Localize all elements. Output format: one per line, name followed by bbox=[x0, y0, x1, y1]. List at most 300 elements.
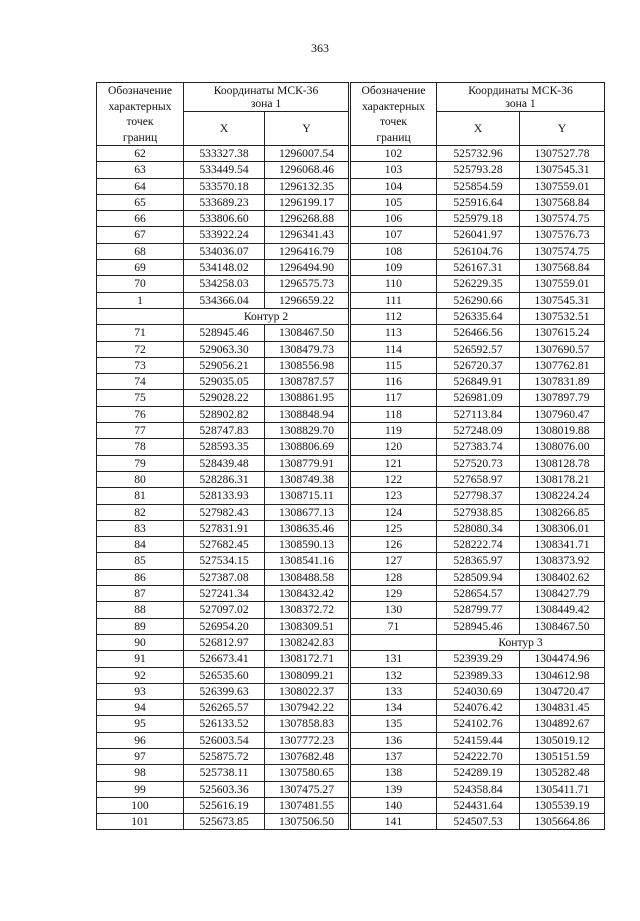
point-id-cell: 133 bbox=[351, 683, 437, 699]
x-coordinate-cell: 527658.97 bbox=[437, 471, 520, 487]
y-coordinate-cell: 1307897.79 bbox=[520, 390, 605, 406]
table-row bbox=[97, 618, 349, 634]
point-id-cell: 117 bbox=[351, 390, 437, 406]
table-row bbox=[351, 765, 605, 781]
y-coordinate-cell: 1308829.70 bbox=[265, 423, 349, 439]
point-id-cell: 140 bbox=[351, 797, 437, 813]
point-id-cell: 120 bbox=[351, 439, 437, 455]
y-coordinate-cell: 1308242.83 bbox=[265, 634, 349, 650]
y-coordinate-cell: 1308590.13 bbox=[265, 537, 349, 553]
x-coordinate-cell: 526133.52 bbox=[184, 716, 265, 732]
y-coordinate-cell: 1305151.59 bbox=[520, 748, 605, 764]
point-id-cell: 80 bbox=[97, 471, 184, 487]
y-coordinate-cell: 1307574.75 bbox=[520, 211, 605, 227]
y-coordinate-cell: 1305019.12 bbox=[520, 732, 605, 748]
x-coordinate-cell: 524431.64 bbox=[437, 797, 520, 813]
x-coordinate-cell: 527248.09 bbox=[437, 423, 520, 439]
y-coordinate-cell: 1308861.95 bbox=[265, 390, 349, 406]
point-id-cell: 82 bbox=[97, 504, 184, 520]
y-coordinate-cell: 1308479.73 bbox=[265, 341, 349, 357]
x-coordinate-cell: 528654.57 bbox=[437, 586, 520, 602]
y-coordinate-cell: 1308432.42 bbox=[265, 586, 349, 602]
table-row bbox=[351, 276, 605, 292]
point-id-cell: 127 bbox=[351, 553, 437, 569]
x-coordinate-cell: 527682.45 bbox=[184, 537, 265, 553]
table-row bbox=[351, 700, 605, 716]
y-coordinate-cell: 1307568.84 bbox=[520, 260, 605, 276]
y-coordinate-cell: 1308787.57 bbox=[265, 374, 349, 390]
point-id-cell: 135 bbox=[351, 716, 437, 732]
x-coordinate-cell: 528286.31 bbox=[184, 471, 265, 487]
x-coordinate-cell: 528747.83 bbox=[184, 423, 265, 439]
x-coordinate-cell: 526335.64 bbox=[437, 308, 520, 324]
point-id-cell: 129 bbox=[351, 586, 437, 602]
y-coordinate-cell: 1308488.58 bbox=[265, 569, 349, 585]
x-coordinate-cell: 525673.85 bbox=[184, 814, 265, 830]
x-coordinate-cell: 527241.34 bbox=[184, 586, 265, 602]
table-row bbox=[351, 243, 605, 259]
point-id-cell: 125 bbox=[351, 520, 437, 536]
x-coordinate-cell: 524507.53 bbox=[437, 814, 520, 830]
point-id-cell: 77 bbox=[97, 423, 184, 439]
y-coordinate-cell: 1308172.71 bbox=[265, 651, 349, 667]
y-coordinate-cell: 1308372.72 bbox=[265, 602, 349, 618]
point-id-cell: 96 bbox=[97, 732, 184, 748]
table-row bbox=[97, 211, 349, 227]
x-coordinate-cell: 526003.54 bbox=[184, 732, 265, 748]
point-id-cell: 90 bbox=[97, 634, 184, 650]
y-coordinate-cell: 1307559.01 bbox=[520, 178, 605, 194]
x-coordinate-cell: 525875.72 bbox=[184, 748, 265, 764]
x-coordinate-cell: 526167.31 bbox=[437, 260, 520, 276]
x-coordinate-cell: 526535.60 bbox=[184, 667, 265, 683]
y-coordinate-cell: 1296575.73 bbox=[265, 276, 349, 292]
point-id-cell: 113 bbox=[351, 325, 437, 341]
table-row bbox=[97, 325, 349, 341]
y-coordinate-cell: 1308779.91 bbox=[265, 455, 349, 471]
header-coordinate-system: Координаты МСК-36 зона 1 bbox=[437, 83, 605, 112]
point-id-cell: 68 bbox=[97, 243, 184, 259]
y-coordinate-cell: 1308309.51 bbox=[265, 618, 349, 634]
point-id-cell: 109 bbox=[351, 260, 437, 276]
point-id-cell: 128 bbox=[351, 569, 437, 585]
table-row bbox=[351, 194, 605, 210]
y-coordinate-cell: 1307506.50 bbox=[265, 814, 349, 830]
x-coordinate-cell: 527982.43 bbox=[184, 504, 265, 520]
coordinates-table-right bbox=[350, 82, 605, 830]
point-id-cell: 139 bbox=[351, 781, 437, 797]
table-row bbox=[351, 732, 605, 748]
y-coordinate-cell: 1296659.22 bbox=[265, 292, 349, 308]
y-coordinate-cell: 1308402.62 bbox=[520, 569, 605, 585]
table-row bbox=[97, 243, 349, 259]
point-id-cell: 108 bbox=[351, 243, 437, 259]
y-coordinate-cell: 1296268.88 bbox=[265, 211, 349, 227]
x-coordinate-cell: 526265.57 bbox=[184, 700, 265, 716]
point-id-cell: 66 bbox=[97, 211, 184, 227]
y-coordinate-cell: 1308341.71 bbox=[520, 537, 605, 553]
y-coordinate-cell: 1308715.11 bbox=[265, 488, 349, 504]
y-coordinate-cell: 1304720.47 bbox=[520, 683, 605, 699]
point-id-cell: 119 bbox=[351, 423, 437, 439]
y-coordinate-cell: 1307527.78 bbox=[520, 146, 605, 162]
x-coordinate-cell: 527534.15 bbox=[184, 553, 265, 569]
table-row bbox=[351, 178, 605, 194]
x-coordinate-cell: 526812.97 bbox=[184, 634, 265, 650]
table-row bbox=[351, 292, 605, 308]
point-id-cell: 75 bbox=[97, 390, 184, 406]
page-number: 363 bbox=[311, 41, 329, 55]
x-coordinate-cell: 528945.46 bbox=[184, 325, 265, 341]
point-id-cell: 103 bbox=[351, 162, 437, 178]
contour-spacer bbox=[351, 634, 437, 650]
point-id-cell: 130 bbox=[351, 602, 437, 618]
contour-label: Контур 2 bbox=[184, 308, 349, 324]
table-row bbox=[97, 423, 349, 439]
y-coordinate-cell: 1304612.98 bbox=[520, 667, 605, 683]
point-id-cell: 93 bbox=[97, 683, 184, 699]
x-coordinate-cell: 527097.02 bbox=[184, 602, 265, 618]
x-coordinate-cell: 524222.70 bbox=[437, 748, 520, 764]
x-coordinate-cell: 526720.37 bbox=[437, 357, 520, 373]
y-coordinate-cell: 1308427.79 bbox=[520, 586, 605, 602]
y-coordinate-cell: 1307545.31 bbox=[520, 162, 605, 178]
y-coordinate-cell: 1308019.88 bbox=[520, 423, 605, 439]
x-coordinate-cell: 527387.08 bbox=[184, 569, 265, 585]
y-coordinate-cell: 1308099.21 bbox=[265, 667, 349, 683]
table-row bbox=[97, 504, 349, 520]
y-coordinate-cell: 1308022.37 bbox=[265, 683, 349, 699]
y-coordinate-cell: 1308266.85 bbox=[520, 504, 605, 520]
point-id-cell: 79 bbox=[97, 455, 184, 471]
table-row bbox=[97, 683, 349, 699]
point-id-cell: 70 bbox=[97, 276, 184, 292]
table-row bbox=[97, 667, 349, 683]
x-coordinate-cell: 528509.94 bbox=[437, 569, 520, 585]
point-id-cell: 91 bbox=[97, 651, 184, 667]
table-row bbox=[351, 341, 605, 357]
table-row bbox=[351, 781, 605, 797]
point-id-cell: 95 bbox=[97, 716, 184, 732]
y-coordinate-cell: 1308848.94 bbox=[265, 406, 349, 422]
table-row bbox=[351, 748, 605, 764]
table-row bbox=[97, 700, 349, 716]
x-coordinate-cell: 527831.91 bbox=[184, 520, 265, 536]
point-id-cell: 62 bbox=[97, 146, 184, 162]
y-coordinate-cell: 1308541.16 bbox=[265, 553, 349, 569]
point-id-cell: 84 bbox=[97, 537, 184, 553]
x-coordinate-cell: 525738.11 bbox=[184, 765, 265, 781]
point-id-cell: 97 bbox=[97, 748, 184, 764]
table-row bbox=[351, 569, 605, 585]
x-coordinate-cell: 529035.05 bbox=[184, 374, 265, 390]
table-row bbox=[351, 651, 605, 667]
y-coordinate-cell: 1308635.46 bbox=[265, 520, 349, 536]
header-y: Y bbox=[520, 112, 605, 146]
header-coordinate-system: Координаты МСК-36 зона 1 bbox=[184, 83, 349, 112]
table-row bbox=[351, 618, 605, 634]
x-coordinate-cell: 527520.73 bbox=[437, 455, 520, 471]
x-coordinate-cell: 529028.22 bbox=[184, 390, 265, 406]
x-coordinate-cell: 533922.24 bbox=[184, 227, 265, 243]
y-coordinate-cell: 1308467.50 bbox=[520, 618, 605, 634]
point-id-cell: 98 bbox=[97, 765, 184, 781]
y-coordinate-cell: 1307568.84 bbox=[520, 194, 605, 210]
x-coordinate-cell: 526954.20 bbox=[184, 618, 265, 634]
point-id-cell: 94 bbox=[97, 700, 184, 716]
y-coordinate-cell: 1308449.42 bbox=[520, 602, 605, 618]
y-coordinate-cell: 1307532.51 bbox=[520, 308, 605, 324]
table-row bbox=[351, 406, 605, 422]
x-coordinate-cell: 524076.42 bbox=[437, 700, 520, 716]
x-coordinate-cell: 528799.77 bbox=[437, 602, 520, 618]
table-row bbox=[351, 504, 605, 520]
x-coordinate-cell: 525979.18 bbox=[437, 211, 520, 227]
table-row bbox=[97, 178, 349, 194]
point-id-cell: 1 bbox=[97, 292, 184, 308]
point-id-cell: 89 bbox=[97, 618, 184, 634]
point-id-cell: 99 bbox=[97, 781, 184, 797]
table-row bbox=[97, 194, 349, 210]
y-coordinate-cell: 1307574.75 bbox=[520, 243, 605, 259]
x-coordinate-cell: 525854.59 bbox=[437, 178, 520, 194]
table-row bbox=[97, 488, 349, 504]
x-coordinate-cell: 534036.07 bbox=[184, 243, 265, 259]
x-coordinate-cell: 528133.93 bbox=[184, 488, 265, 504]
x-coordinate-cell: 534148.02 bbox=[184, 260, 265, 276]
point-id-cell: 65 bbox=[97, 194, 184, 210]
y-coordinate-cell: 1307831.89 bbox=[520, 374, 605, 390]
x-coordinate-cell: 523939.29 bbox=[437, 651, 520, 667]
table-row bbox=[351, 325, 605, 341]
point-id-cell: 116 bbox=[351, 374, 437, 390]
x-coordinate-cell: 526466.56 bbox=[437, 325, 520, 341]
table-row bbox=[351, 520, 605, 536]
point-id-cell: 87 bbox=[97, 586, 184, 602]
table-row bbox=[351, 814, 605, 830]
y-coordinate-cell: 1308806.69 bbox=[265, 439, 349, 455]
x-coordinate-cell: 526981.09 bbox=[437, 390, 520, 406]
point-id-cell: 78 bbox=[97, 439, 184, 455]
y-coordinate-cell: 1307559.01 bbox=[520, 276, 605, 292]
x-coordinate-cell: 526849.91 bbox=[437, 374, 520, 390]
y-coordinate-cell: 1308467.50 bbox=[265, 325, 349, 341]
table-row bbox=[351, 146, 605, 162]
table-row bbox=[351, 439, 605, 455]
x-coordinate-cell: 524358.84 bbox=[437, 781, 520, 797]
x-coordinate-cell: 523989.33 bbox=[437, 667, 520, 683]
header-point-designation: Обозначение характерных точек границ bbox=[97, 83, 184, 146]
point-id-cell: 115 bbox=[351, 357, 437, 373]
y-coordinate-cell: 1296341.43 bbox=[265, 227, 349, 243]
y-coordinate-cell: 1296132.35 bbox=[265, 178, 349, 194]
point-id-cell: 141 bbox=[351, 814, 437, 830]
point-id-cell: 137 bbox=[351, 748, 437, 764]
y-coordinate-cell: 1307960.47 bbox=[520, 406, 605, 422]
x-coordinate-cell: 528593.35 bbox=[184, 439, 265, 455]
point-id-cell: 101 bbox=[97, 814, 184, 830]
table-row bbox=[351, 716, 605, 732]
x-coordinate-cell: 527938.85 bbox=[437, 504, 520, 520]
contour-label: Контур 3 bbox=[437, 634, 605, 650]
coordinates-table-left bbox=[96, 82, 349, 830]
point-id-cell: 110 bbox=[351, 276, 437, 292]
point-id-cell: 107 bbox=[351, 227, 437, 243]
point-id-cell: 132 bbox=[351, 667, 437, 683]
table-row bbox=[97, 651, 349, 667]
table-row bbox=[351, 602, 605, 618]
table-row bbox=[97, 162, 349, 178]
y-coordinate-cell: 1304474.96 bbox=[520, 651, 605, 667]
table-row bbox=[351, 260, 605, 276]
x-coordinate-cell: 528902.82 bbox=[184, 406, 265, 422]
y-coordinate-cell: 1308556.98 bbox=[265, 357, 349, 373]
point-id-cell: 104 bbox=[351, 178, 437, 194]
x-coordinate-cell: 533689.23 bbox=[184, 194, 265, 210]
y-coordinate-cell: 1307580.65 bbox=[265, 765, 349, 781]
table-row bbox=[97, 406, 349, 422]
y-coordinate-cell: 1308224.24 bbox=[520, 488, 605, 504]
x-coordinate-cell: 534366.04 bbox=[184, 292, 265, 308]
y-coordinate-cell: 1307481.55 bbox=[265, 797, 349, 813]
y-coordinate-cell: 1308749.38 bbox=[265, 471, 349, 487]
table-row bbox=[351, 471, 605, 487]
point-id-cell: 64 bbox=[97, 178, 184, 194]
y-coordinate-cell: 1307762.81 bbox=[520, 357, 605, 373]
point-id-cell: 81 bbox=[97, 488, 184, 504]
x-coordinate-cell: 527113.84 bbox=[437, 406, 520, 422]
point-id-cell: 73 bbox=[97, 357, 184, 373]
point-id-cell: 105 bbox=[351, 194, 437, 210]
x-coordinate-cell: 525616.19 bbox=[184, 797, 265, 813]
y-coordinate-cell: 1304892.67 bbox=[520, 716, 605, 732]
x-coordinate-cell: 524030.69 bbox=[437, 683, 520, 699]
table-row bbox=[97, 390, 349, 406]
point-id-cell: 92 bbox=[97, 667, 184, 683]
contour-spacer bbox=[97, 308, 184, 324]
x-coordinate-cell: 525603.36 bbox=[184, 781, 265, 797]
table-row bbox=[97, 341, 349, 357]
table-row bbox=[97, 602, 349, 618]
y-coordinate-cell: 1307858.83 bbox=[265, 716, 349, 732]
table-row bbox=[97, 569, 349, 585]
point-id-cell: 74 bbox=[97, 374, 184, 390]
point-id-cell: 106 bbox=[351, 211, 437, 227]
table-row bbox=[97, 374, 349, 390]
y-coordinate-cell: 1307682.48 bbox=[265, 748, 349, 764]
x-coordinate-cell: 527798.37 bbox=[437, 488, 520, 504]
table-row bbox=[97, 227, 349, 243]
point-id-cell: 72 bbox=[97, 341, 184, 357]
x-coordinate-cell: 529056.21 bbox=[184, 357, 265, 373]
y-coordinate-cell: 1307615.24 bbox=[520, 325, 605, 341]
table-row bbox=[351, 308, 605, 324]
y-coordinate-cell: 1308677.13 bbox=[265, 504, 349, 520]
point-id-cell: 67 bbox=[97, 227, 184, 243]
table-row bbox=[97, 797, 349, 813]
point-id-cell: 83 bbox=[97, 520, 184, 536]
y-coordinate-cell: 1296494.90 bbox=[265, 260, 349, 276]
x-coordinate-cell: 533449.54 bbox=[184, 162, 265, 178]
point-id-cell: 122 bbox=[351, 471, 437, 487]
point-id-cell: 63 bbox=[97, 162, 184, 178]
point-id-cell: 118 bbox=[351, 406, 437, 422]
x-coordinate-cell: 528365.97 bbox=[437, 553, 520, 569]
x-coordinate-cell: 526229.35 bbox=[437, 276, 520, 292]
table-row bbox=[351, 162, 605, 178]
point-id-cell: 111 bbox=[351, 292, 437, 308]
y-coordinate-cell: 1296007.54 bbox=[265, 146, 349, 162]
table-row bbox=[97, 260, 349, 276]
x-coordinate-cell: 524289.19 bbox=[437, 765, 520, 781]
table-row bbox=[351, 357, 605, 373]
table-row bbox=[97, 146, 349, 162]
y-coordinate-cell: 1308076.00 bbox=[520, 439, 605, 455]
table-row bbox=[351, 455, 605, 471]
point-id-cell: 114 bbox=[351, 341, 437, 357]
table-row bbox=[351, 488, 605, 504]
x-coordinate-cell: 526104.76 bbox=[437, 243, 520, 259]
table-row bbox=[97, 716, 349, 732]
y-coordinate-cell: 1307942.22 bbox=[265, 700, 349, 716]
table-row bbox=[97, 553, 349, 569]
contour-row bbox=[351, 634, 605, 650]
table-row bbox=[97, 357, 349, 373]
table-row bbox=[97, 276, 349, 292]
y-coordinate-cell: 1304831.45 bbox=[520, 700, 605, 716]
point-id-cell: 102 bbox=[351, 146, 437, 162]
table-row bbox=[97, 814, 349, 830]
x-coordinate-cell: 525793.28 bbox=[437, 162, 520, 178]
y-coordinate-cell: 1307475.27 bbox=[265, 781, 349, 797]
x-coordinate-cell: 534258.03 bbox=[184, 276, 265, 292]
y-coordinate-cell: 1307690.57 bbox=[520, 341, 605, 357]
point-id-cell: 100 bbox=[97, 797, 184, 813]
table-row bbox=[97, 439, 349, 455]
table-row bbox=[351, 797, 605, 813]
table-row bbox=[351, 374, 605, 390]
x-coordinate-cell: 529063.30 bbox=[184, 341, 265, 357]
y-coordinate-cell: 1296199.17 bbox=[265, 194, 349, 210]
table-row bbox=[97, 748, 349, 764]
point-id-cell: 76 bbox=[97, 406, 184, 422]
point-id-cell: 121 bbox=[351, 455, 437, 471]
y-coordinate-cell: 1307772.23 bbox=[265, 732, 349, 748]
y-coordinate-cell: 1307576.73 bbox=[520, 227, 605, 243]
point-id-cell: 138 bbox=[351, 765, 437, 781]
header-y: Y bbox=[265, 112, 349, 146]
point-id-cell: 112 bbox=[351, 308, 437, 324]
x-coordinate-cell: 528080.34 bbox=[437, 520, 520, 536]
x-coordinate-cell: 528945.46 bbox=[437, 618, 520, 634]
table-row bbox=[351, 667, 605, 683]
table-row bbox=[351, 537, 605, 553]
x-coordinate-cell: 533570.18 bbox=[184, 178, 265, 194]
table-row bbox=[97, 537, 349, 553]
header-point-designation: Обозначение характерных точек границ bbox=[351, 83, 437, 146]
table-row bbox=[97, 471, 349, 487]
point-id-cell: 85 bbox=[97, 553, 184, 569]
table-row bbox=[351, 553, 605, 569]
x-coordinate-cell: 524102.76 bbox=[437, 716, 520, 732]
table-row bbox=[351, 586, 605, 602]
point-id-cell: 124 bbox=[351, 504, 437, 520]
x-coordinate-cell: 526592.57 bbox=[437, 341, 520, 357]
y-coordinate-cell: 1305664.86 bbox=[520, 814, 605, 830]
point-id-cell: 71 bbox=[97, 325, 184, 341]
point-id-cell: 126 bbox=[351, 537, 437, 553]
point-id-cell: 136 bbox=[351, 732, 437, 748]
